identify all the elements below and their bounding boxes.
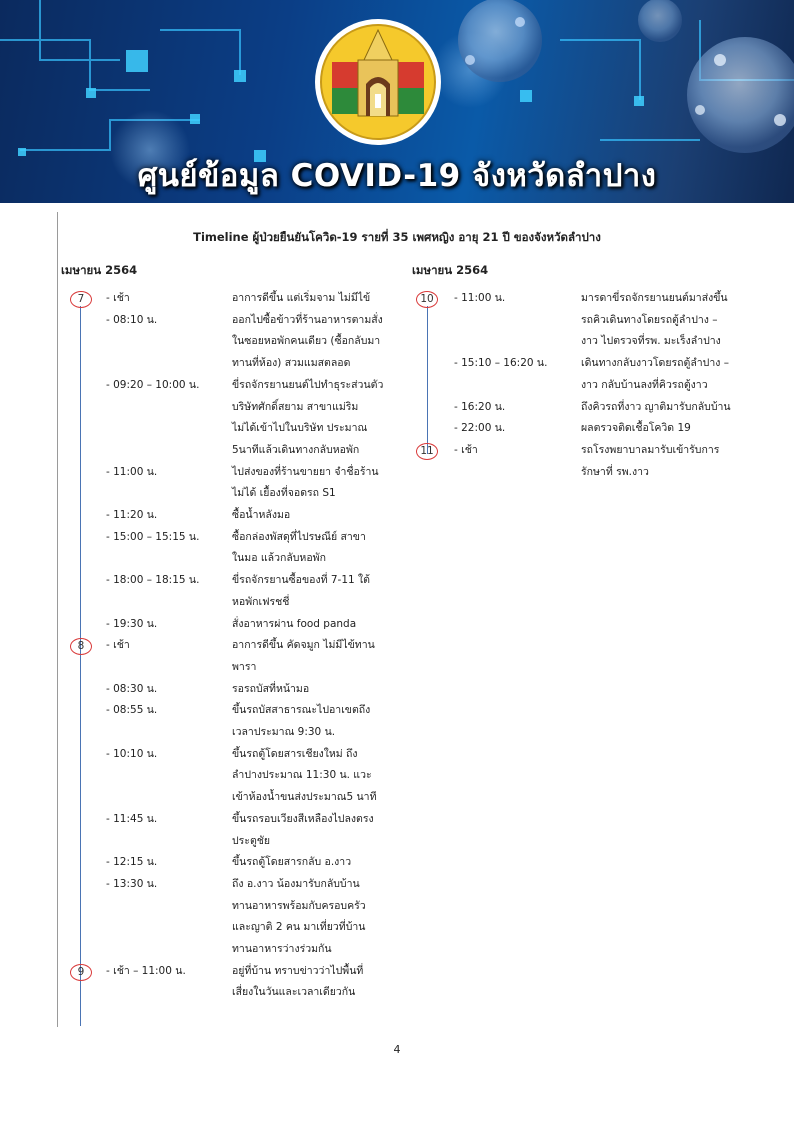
entry-description: สั่งอาหารผ่าน food panda — [232, 617, 357, 630]
entry-time: - 08:30 น. — [106, 682, 158, 695]
entry-time: - 22:00 น. — [454, 422, 506, 435]
entry-time: - 13:30 น. — [106, 877, 158, 890]
entry-description: รถคิวเดินทางโดยรถตู้ลำปาง – — [581, 313, 718, 326]
lampang-seal-logo — [314, 18, 442, 146]
entry-description: ขี่รถจักรยานซื้อของที่ 7-11 ใต้ — [232, 574, 370, 587]
entry-time: - 11:45 น. — [106, 812, 158, 825]
entry-time: - เช้า – 11:00 น. — [106, 964, 186, 977]
entry-time: - 18:00 – 18:15 น. — [106, 574, 200, 587]
entry-description: ซื้อน้ำหลังมอ — [232, 509, 291, 521]
entry-description: พารา — [232, 660, 257, 673]
entry-description: ลำปางประมาณ 11:30 น. แวะ — [232, 769, 372, 782]
entry-description: ไม่ได้เข้าไปในบริษัท ประมาณ — [232, 422, 368, 435]
day-marker-8: 8 — [70, 638, 92, 655]
day-marker-7: 7 — [70, 291, 92, 308]
entry-description: เดินทางกลับงาวโดยรถตู้ลำปาง – — [581, 357, 729, 370]
entry-description: บริษัทศักดิ์สยาม สาขาแม่ริม — [232, 400, 359, 413]
entry-description: ซื้อกล่องพัสดุที่ไปรษณีย์ สาขา — [232, 530, 366, 543]
day-marker-10: 10 — [416, 291, 438, 308]
entry-description: ออกไปซื้อข้าวที่ร้านอาหารตามสั่ง — [232, 313, 383, 326]
virus-icon — [687, 37, 794, 153]
virus-icon — [458, 0, 542, 82]
entry-time: - 15:10 – 16:20 น. — [454, 357, 548, 370]
entry-description: ถึงคิวรถที่งาว ญาติมารับกลับบ้าน — [581, 400, 731, 413]
entry-description: งาว ไปตรวจที่รพ. มะเร็งลำปาง — [581, 335, 721, 348]
entry-description: ขี่รถจักรยานยนต์ไปทำธุระส่วนตัว — [232, 378, 384, 391]
entry-time: - เช้า — [454, 443, 478, 456]
entry-description: มารดาขี่รถจักรยานยนต์มาส่งขึ้น — [581, 292, 728, 304]
entry-time: - 11:00 น. — [106, 465, 158, 478]
entry-time: - 11:20 น. — [106, 509, 158, 521]
left-margin-line — [57, 212, 58, 1027]
entry-description: ขึ้นรถบัสสาธารณะไปอาเขตถึง — [232, 704, 371, 717]
entry-description: อยู่ที่บ้าน ทราบข่าวว่าไปพื้นที่ — [232, 964, 364, 977]
entry-description: เวลาประมาณ 9:30 น. — [232, 726, 336, 738]
entry-time: - 12:15 น. — [106, 856, 158, 869]
entry-time: - 10:10 น. — [106, 747, 158, 760]
day-marker-11: 11 — [416, 443, 438, 460]
entry-time: - 09:20 – 10:00 น. — [106, 378, 200, 391]
entry-time: - 16:20 น. — [454, 400, 506, 413]
right-timeline-line — [427, 306, 428, 454]
entry-description: และญาติ 2 คน มาเที่ยวที่บ้าน — [232, 921, 366, 934]
left-timeline-line — [80, 306, 81, 1026]
day-marker-9: 9 — [70, 964, 92, 981]
entry-time: - เช้า — [106, 292, 130, 304]
entry-description: ทานอาหารว่างร่วมกัน — [232, 943, 332, 955]
entry-description: 5นาทีแล้วเดินทางกลับหอพัก — [232, 443, 360, 456]
entry-description: เข้าห้องน้ำขนส่งประมาณ5 นาที — [232, 791, 377, 804]
entry-description: ขึ้นรถตู้โดยสารเชียงใหม่ ถึง — [232, 747, 358, 760]
header-banner — [0, 0, 794, 203]
entry-description: ไปส่งของที่ร้านขายยา จำชื่อร้าน — [232, 465, 379, 478]
entry-description: อาการดีขึ้น แต่เริ่มจาม ไม่มีไข้ — [232, 292, 371, 304]
entry-description: ขึ้นรถรอบเวียงสีเหลืองไปลงตรง — [232, 812, 374, 825]
entry-description: เสี่ยงในวันและเวลาเดียวกัน — [232, 986, 356, 999]
entry-description: ถึง อ.งาว น้องมารับกลับบ้าน — [232, 877, 360, 890]
entry-time: - 08:10 น. — [106, 313, 158, 326]
entry-description: ไม่ได้ เยื้องที่จอดรถ S1 — [232, 487, 336, 500]
entry-description: ทานอาหารพร้อมกับครอบครัว — [232, 899, 366, 912]
entry-description: ขึ้นรถตู้โดยสารกลับ อ.งาว — [232, 856, 352, 869]
entry-description: รอรถบัสที่หน้ามอ — [232, 682, 310, 695]
entry-description: ในซอยหอพักคนเดียว (ซื้อกลับมา — [232, 335, 381, 348]
entry-time: - เช้า — [106, 639, 130, 652]
left-month-heading: เมษายน 2564 — [61, 263, 138, 277]
entry-description: ประตูชัย — [232, 834, 271, 847]
page-number: 4 — [393, 1043, 401, 1056]
document-title: Timeline ผู้ป่วยยืนยันโควิด-19 รายที่ 35 เพศหญิง อายุ 21 ปี ของจังหวัดลำปาง — [193, 230, 601, 244]
entry-time: - 11:00 น. — [454, 292, 506, 304]
entry-description: อาการดีขึ้น คัดจมูก ไม่มีไข้ทาน — [232, 639, 375, 652]
entry-time: - 15:00 – 15:15 น. — [106, 530, 200, 543]
entry-description: รักษาที่ รพ.งาว — [581, 465, 649, 478]
banner-title: ศูนย์ข้อมูล COVID-19 จังหวัดลำปาง — [137, 158, 657, 194]
right-month-heading: เมษายน 2564 — [412, 263, 489, 277]
entry-description: ผลตรวจติดเชื้อโควิด 19 — [581, 422, 691, 435]
entry-description: รถโรงพยาบาลมารับเข้ารับการ — [581, 443, 720, 456]
entry-description: งาว กลับบ้านลงที่คิวรถตู้งาว — [581, 378, 708, 391]
entry-description: ในมอ แล้วกลับหอพัก — [232, 552, 326, 565]
entry-time: - 19:30 น. — [106, 617, 158, 630]
entry-description: ทานที่ห้อง) สวมแมสตลอด — [232, 357, 351, 370]
entry-description: หอพักเฟรชชี่ — [232, 595, 290, 608]
entry-time: - 08:55 น. — [106, 704, 158, 717]
